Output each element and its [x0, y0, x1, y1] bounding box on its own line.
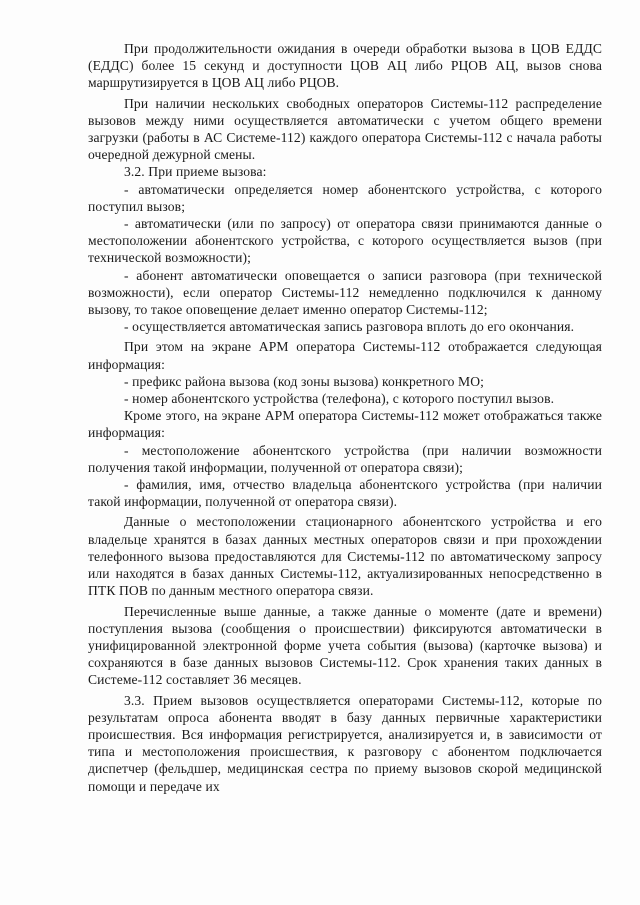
paragraph-list-item: - префикс района вызова (код зоны вызова) конкретного МО;	[124, 373, 485, 389]
paragraph-list-item: - фамилия, имя, отчество владельца абонентского устройства (при наличии такой информации, полученной от оператора связи).	[88, 477, 602, 510]
paragraph-list-item: - автоматически (или по запросу) от оператора связи принимаются данные о местоположении абонентского устройства, с которого осуществляется вызов (при технической возможности);	[88, 216, 602, 266]
paragraph-arm-screen-info: При этом на экране АРМ оператора Системы-112 отображается следующая информация:	[88, 339, 602, 372]
paragraph-list-item: - номер абонентского устройства (телефона), с которого поступил вызов.	[124, 391, 555, 407]
paragraph-section-3-2: 3.2. При приеме вызова:	[124, 164, 267, 180]
paragraph-location-data: Данные о местоположении стационарного абонентского устройства и его владельце хранятся в базах данных местных операторов связи и при прохождении телефонного вызова предоставляются для Системы-112 по автоматическому запросу или находятся в базах данных Системы-112, актуализированных непосредственно в ПТК ПОВ по данным местного оператора связи.	[88, 514, 602, 599]
paragraph-list-item: - абонент автоматически оповещается о записи разговора (при технической возможности), если оператор Системы-112 немедленно подключился к данному вызову, то такое оповещение делает именно оператор Системы-112;	[88, 267, 602, 318]
paragraph-list-item: - автоматически определяется номер абонентского устройства, с которого поступил вызов;	[88, 181, 602, 214]
paragraph-section-3-3: 3.3. Прием вызовов осуществляется операторами Системы-112, которые по результатам опроса абонента вводят в базу данных первичные характеристики происшествия. Вся информация регистрируется, анализируется и, в зависимости от типа и местоположения происшествия, к разговору с абонентом подключается диспетчер (фельдшер, медицинская сестра по приему вызовов скорой медицинской помощи и передаче их	[88, 692, 602, 794]
paragraph-operator-distribution: При наличии нескольких свободных операторов Системы-112 распределение вызовов между ними осуществляется автоматически с учетом общего времени загрузки (работы в АС Системе-112) каждого оператора Системы-112 с начала работы очередной дежурной смены.	[88, 95, 602, 163]
document-body	[88, 40, 602, 795]
paragraph-list-item: - местоположение абонентского устройства (при наличии возможности получения такой информации, полученной от оператора связи);	[88, 442, 602, 475]
paragraph-additional-info: Кроме этого, на экране АРМ оператора Системы-112 может отображаться также информация:	[88, 408, 602, 441]
paragraph-data-storage: Перечисленные выше данные, а также данные о моменте (дате и времени) поступления вызова (сообщения о происшествии) фиксируются автоматически в унифицированной электронной форме учета события (вызова) (карточке вызова) и сохраняются в базе данных вызовов Системы-112. Срок хранения таких данных в Системе-112 составляет 36 месяцев.	[88, 603, 602, 688]
paragraph-queue-routing: При продолжительности ожидания в очереди обработки вызова в ЦОВ ЕДДС (ЕДДС) более 15 секунд и доступности ЦОВ АЦ либо РЦОВ АЦ, вызов снова маршрутизируется в ЦОВ АЦ либо РЦОВ.	[88, 41, 602, 91]
paragraph-list-item: - осуществляется автоматическая запись разговора вплоть до его окончания.	[124, 319, 575, 335]
